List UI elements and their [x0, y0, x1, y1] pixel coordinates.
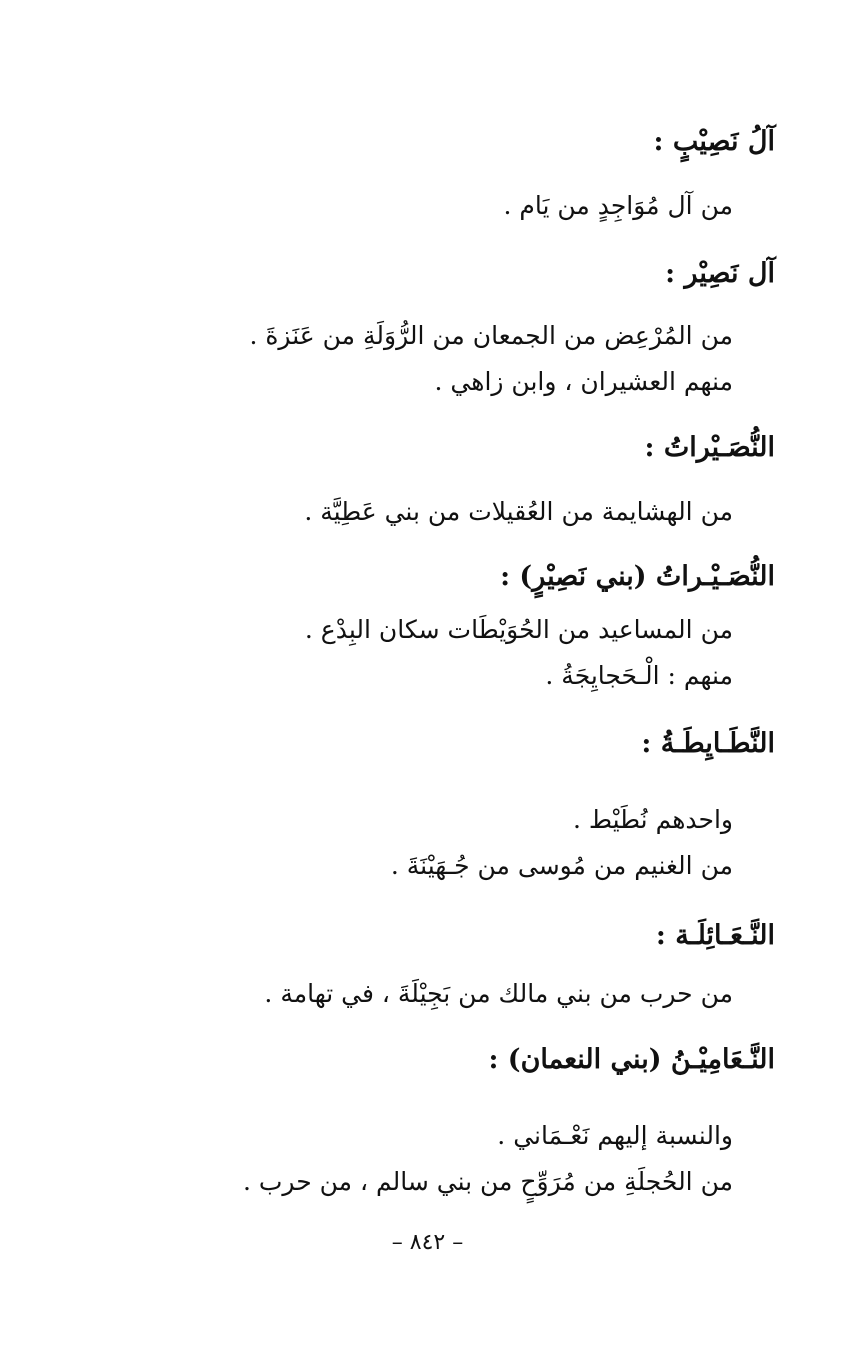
entry-line: واحدهم نُطَيْط . [573, 805, 733, 834]
entry-line: من المساعيد من الحُوَيْطَات سكان البِدْع . [304, 615, 733, 644]
entry-line: والنسبة إليهم نَعْـمَاني . [497, 1121, 733, 1150]
entry-line: من حرب من بني مالك من بَجِيْلَةَ ، في تهامة . [264, 979, 733, 1008]
entry-heading: النُّصَـيْـراتُ (بني نَصِيْرٍ) : [500, 561, 775, 592]
entry-heading: النُّصَـيْراتُ : [644, 432, 775, 463]
entry-line: من الهشايمة من العُقيلات من بني عَطِيَّة . [304, 497, 733, 526]
entry-heading: النَّـعَامِيْـنُ (بني النعمان) : [488, 1044, 775, 1075]
page-number: – ٨٤٢ – [391, 1230, 464, 1255]
entry-line: منهم : الْـحَجايِجَةُ . [545, 661, 733, 690]
entry-line: من الغنيم من مُوسى من جُـهَيْنَةَ . [390, 851, 733, 880]
entry-line: من آل مُوَاجِدٍ من يَام . [503, 191, 733, 220]
entry-heading: آلُ نَصِيْبٍ : [653, 126, 775, 157]
entry-line: منهم العشيران ، وابن زاهي . [434, 367, 733, 396]
entry-heading: النَّطَـايِطَـةُ : [641, 728, 775, 759]
entry-line: من الحُجلَةِ من مُرَوِّحٍ من بني سالم ، من حرب . [242, 1167, 733, 1196]
entry-heading: آل نَصِيْر : [665, 258, 775, 289]
entry-heading: النَّـعَـائِلَـة : [655, 920, 775, 951]
entry-line: من المُرْعِض من الجمعان من الرُّوَلَةِ من عَنَزةَ . [249, 321, 733, 350]
